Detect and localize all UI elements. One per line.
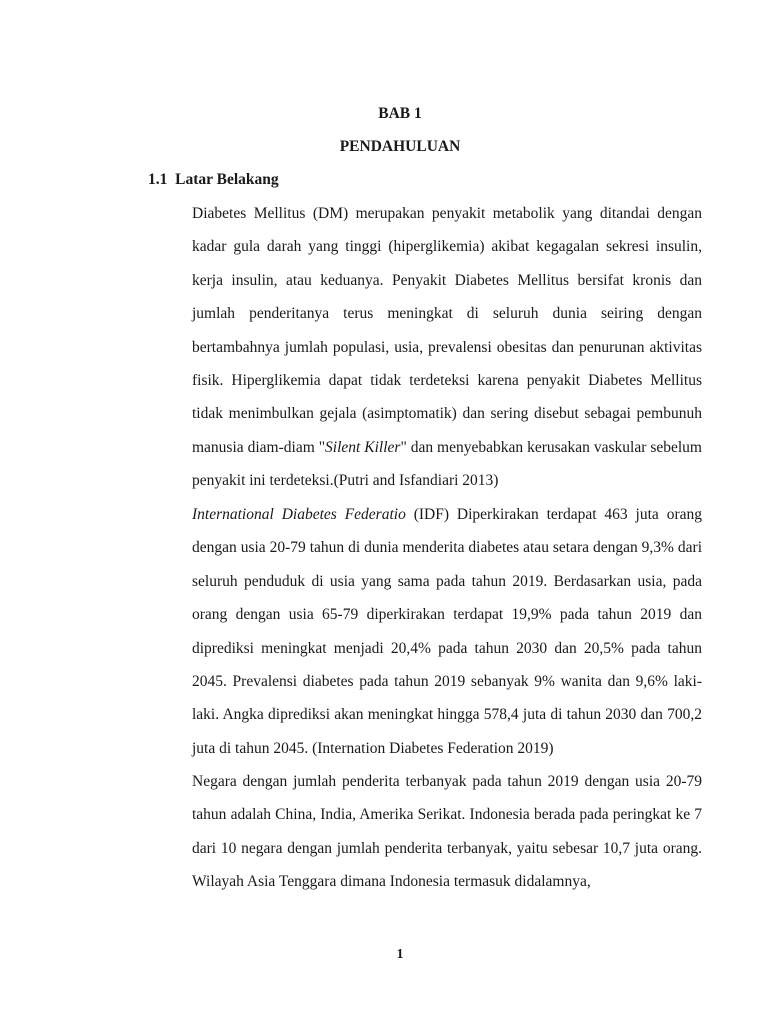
chapter-title: PENDAHULUAN	[339, 138, 461, 155]
paragraph-1-text-b: " dan menyebabkan kerusakan vaskular sebelum penyakit ini terdeteksi.(Putri and Isfandiari 2013)	[192, 438, 702, 490]
section-number: 1.1	[148, 171, 168, 188]
paragraph-1-italic-term: Silent Killer	[325, 438, 401, 456]
page-number: 1	[396, 947, 404, 962]
section-title: Latar Belakang	[175, 171, 279, 188]
paragraph-3-text: Negara dengan jumlah penderita terbanyak pada tahun 2019 dengan usia 20-79 tahun adalah China, India, Amerika Serikat. Indonesia berada pada peringkat ke 7 dari 10 negara dengan jumlah penderita terbanyak, yaitu sebesar 10,7 juta orang. Wilayah Asia Tenggara dimana Indonesia termasuk didalamnya,	[192, 773, 702, 891]
paragraph-2	[148, 498, 702, 765]
paragraph-1-text-a: Diabetes Mellitus (DM) merupakan penyakit metabolik yang ditandai dengan kadar gula darah yang tinggi (hiperglikemia) akibat kegagalan sekresi insulin, kerja insulin, atau keduanya. Penyakit Diabetes Mellitus bersifat kronis dan jumlah penderitanya terus meningkat di seluruh dunia seiring dengan bertambahnya jumlah populasi, usia, prevalensi obesitas dan penurunan aktivitas fisik. Hiperglikemia dapat tidak terdeteksi karena penyakit Diabetes Mellitus tidak menimbulkan gejala (asimptomatik) dan sering disebut sebagai pembunuh manusia diam-diam "	[192, 205, 702, 456]
paragraph-2-text: (IDF) Diperkirakan terdapat 463 juta orang dengan usia 20-79 tahun di dunia menderita diabetes atau setara dengan 9,3% dari seluruh penduduk di usia yang sama pada tahun 2019. Berdasarkan usia, pada orang dengan usia 65-79 diperkirakan terdapat 19,9% pada tahun 2019 dan diprediksi meningkat menjadi 20,4% pada tahun 2030 dan 20,5% pada tahun 2045. Prevalensi diabetes pada tahun 2019 sebanyak 9% wanita dan 9,6% laki-laki. Angka diprediksi akan meningkat hingga 578,4 juta di tahun 2030 dan 700,2 juta di tahun 2045. (Internation Diabetes Federation 2019)	[192, 506, 702, 757]
chapter-label: BAB 1	[378, 105, 422, 122]
paragraph-2-italic-term: International Diabetes Federatio	[192, 506, 406, 523]
paragraph-1	[148, 197, 702, 498]
paragraph-3	[148, 765, 702, 899]
section-heading	[148, 170, 279, 190]
